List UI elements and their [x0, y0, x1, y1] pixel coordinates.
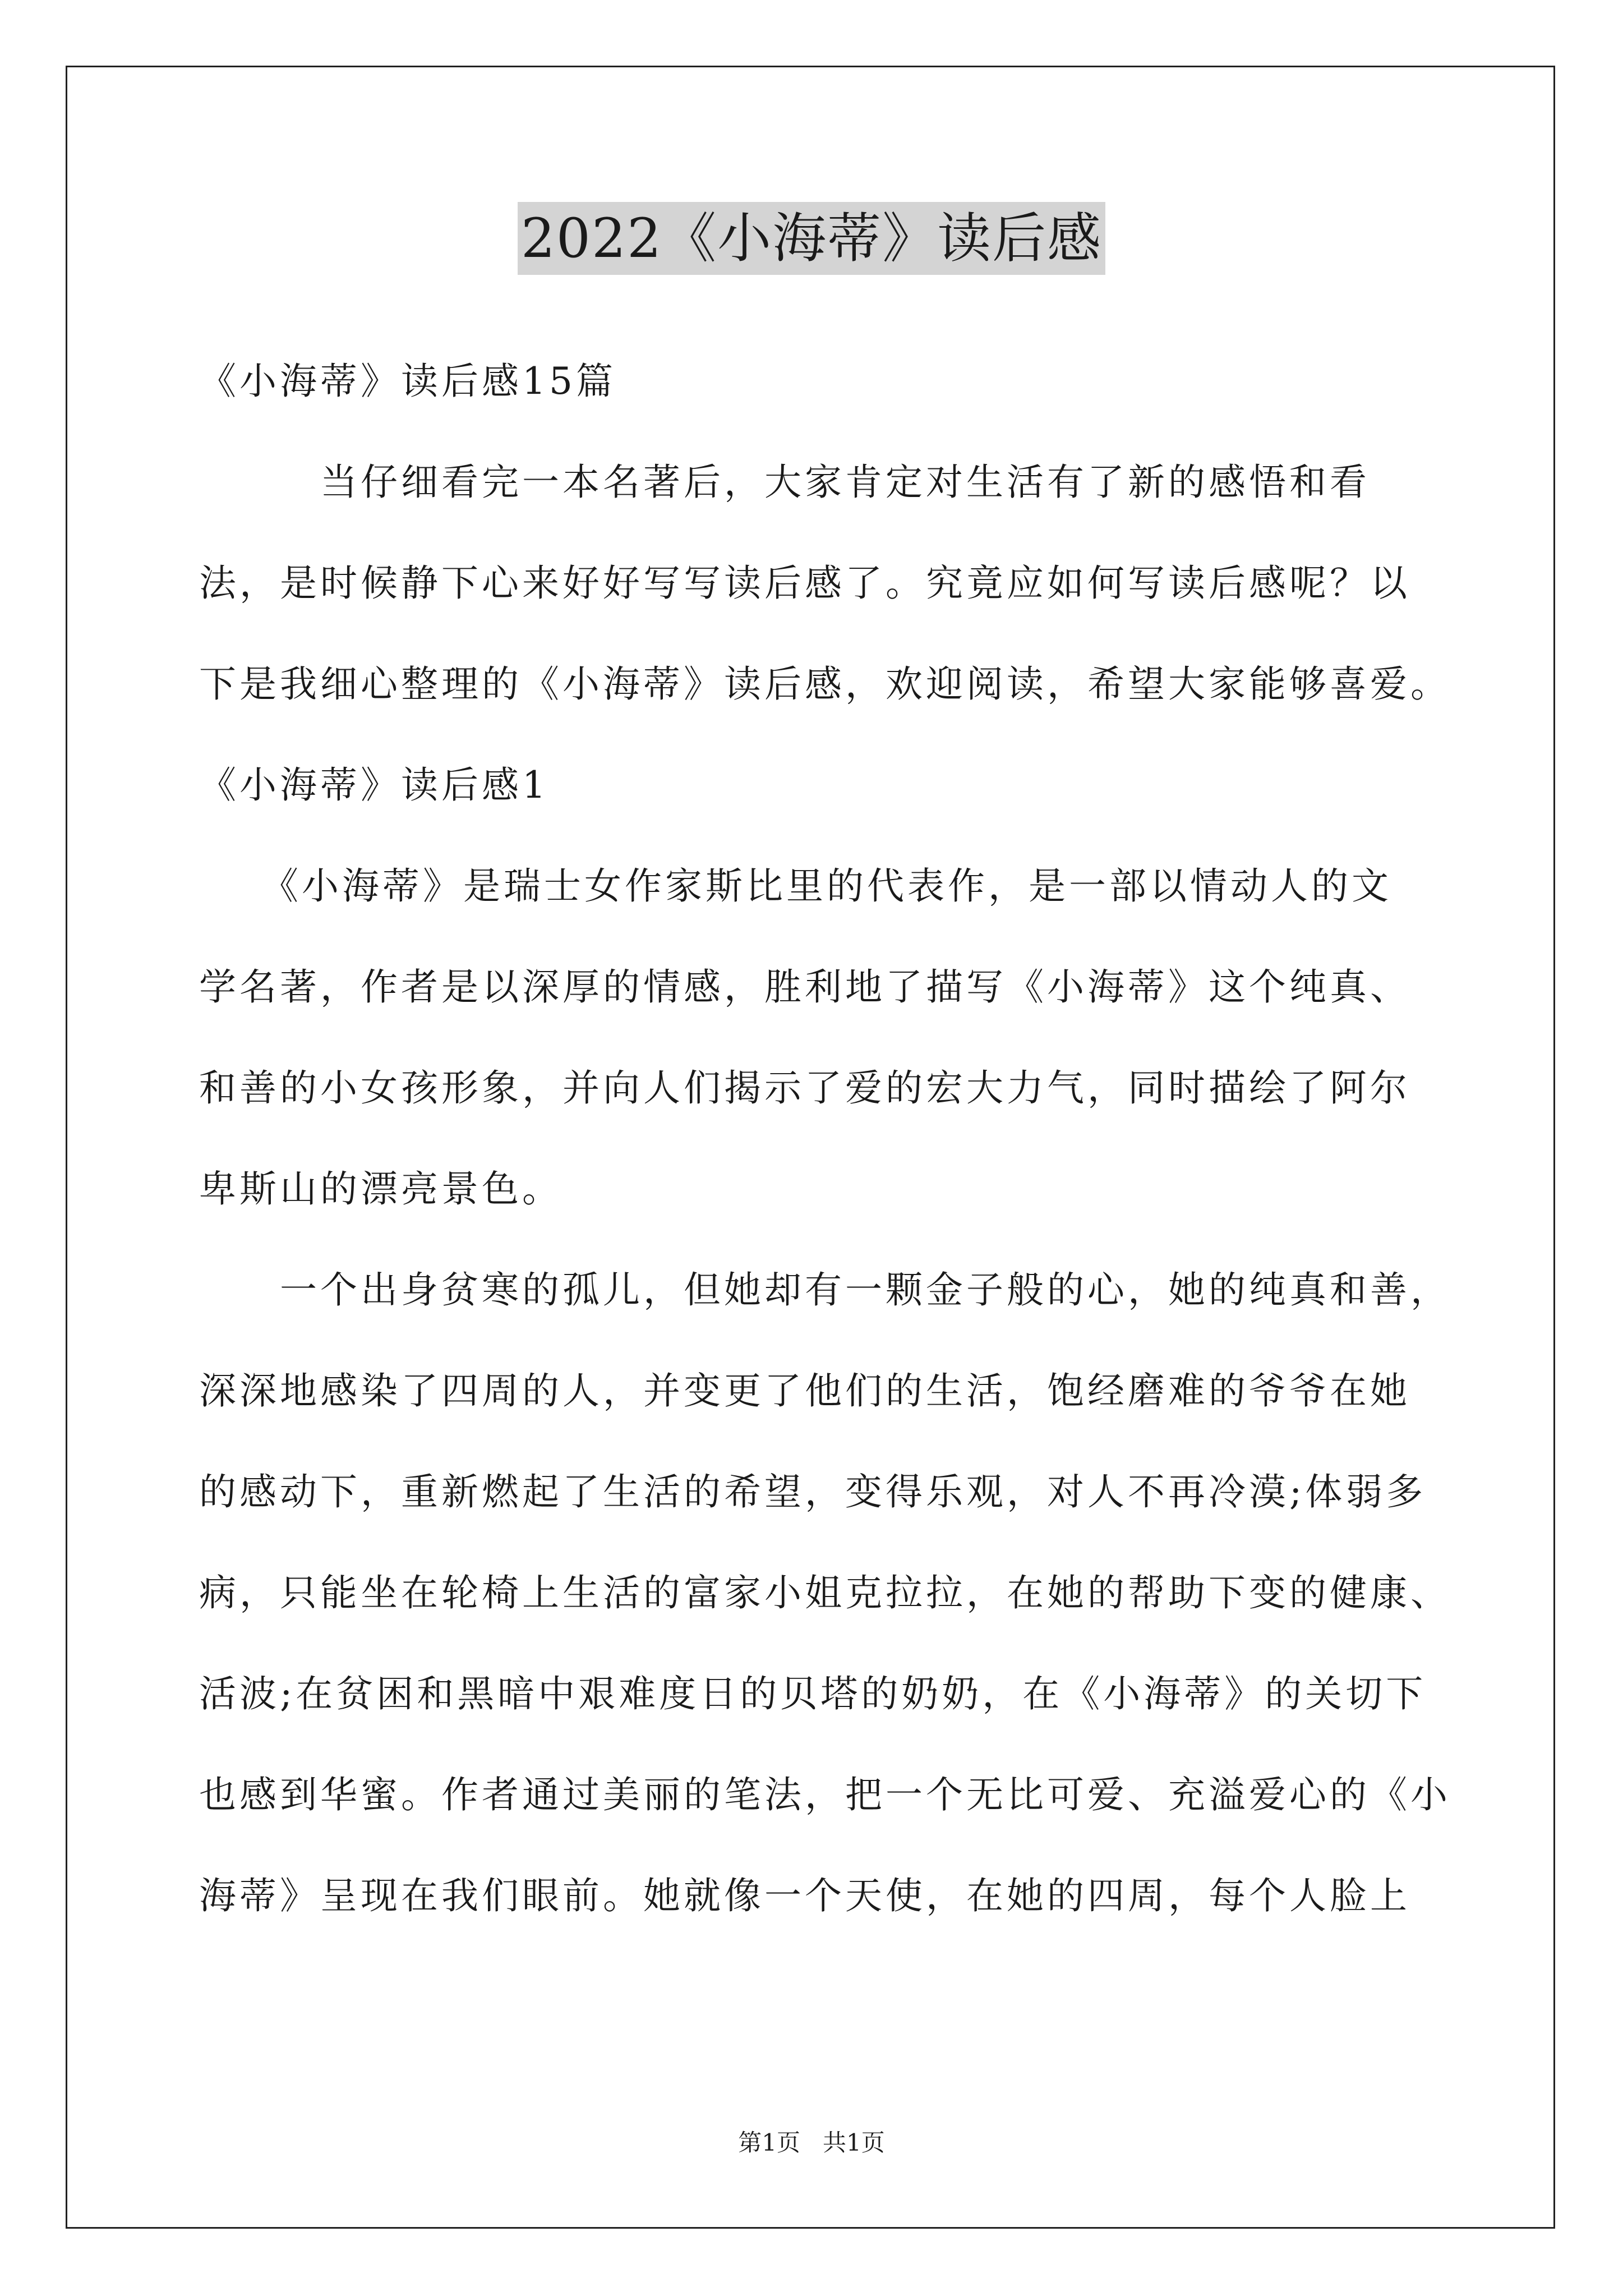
title-container	[0, 202, 1623, 275]
body-line: 深深地感染了四周的人，并变更了他们的生活，饱经磨难的爷爷在她	[199, 1369, 1410, 1412]
body-line: 卑斯山的漂亮景色。	[199, 1167, 562, 1211]
document-body	[199, 331, 1472, 1947]
body-line: 海蒂》呈现在我们眼前。她就像一个天使，在她的四周，每个人脸上	[199, 1874, 1410, 1917]
body-line: 和善的小女孩形象，并向人们揭示了爱的宏大力气，同时描绘了阿尔	[199, 1066, 1410, 1110]
body-line: 也感到华蜜。作者通过美丽的笔法，把一个无比可爱、充溢爱心的《小	[199, 1773, 1451, 1816]
body-line: 《小海蒂》读后感15篇	[199, 360, 616, 403]
body-line: 法，是时候静下心来好好写写读后感了。究竟应如何写读后感呢？以	[199, 562, 1410, 605]
body-line: 一个出身贫寒的孤儿，但她却有一颗金子般的心，她的纯真和善，	[199, 1268, 1451, 1312]
document-title: 2022《小海蒂》读后感	[518, 202, 1105, 275]
page-footer	[0, 2126, 1623, 2160]
body-line: 《小海蒂》读后感1	[199, 763, 549, 807]
body-line: 下是我细心整理的《小海蒂》读后感，欢迎阅读，希望大家能够喜爱。	[199, 662, 1451, 706]
body-line: 的感动下，重新燃起了生活的希望，变得乐观，对人不再冷漠;体弱多	[199, 1470, 1427, 1513]
body-line: 学名著，作者是以深厚的情感，胜利地了描写《小海蒂》这个纯真、	[199, 965, 1410, 1009]
body-line: 活波;在贫困和黑暗中艰难度日的贝塔的奶奶，在《小海蒂》的关切下	[199, 1672, 1427, 1715]
body-line: 《小海蒂》是瑞士女作家斯比里的代表作，是一部以情动人的文	[199, 864, 1392, 908]
page-total: 共1页	[823, 2129, 885, 2156]
body-line: 病，只能坐在轮椅上生活的富家小姐克拉拉，在她的帮助下变的健康、	[199, 1571, 1451, 1614]
page-number: 第1页	[738, 2129, 800, 2156]
body-line: 当仔细看完一本名著后，大家肯定对生活有了新的感悟和看	[199, 461, 1370, 504]
